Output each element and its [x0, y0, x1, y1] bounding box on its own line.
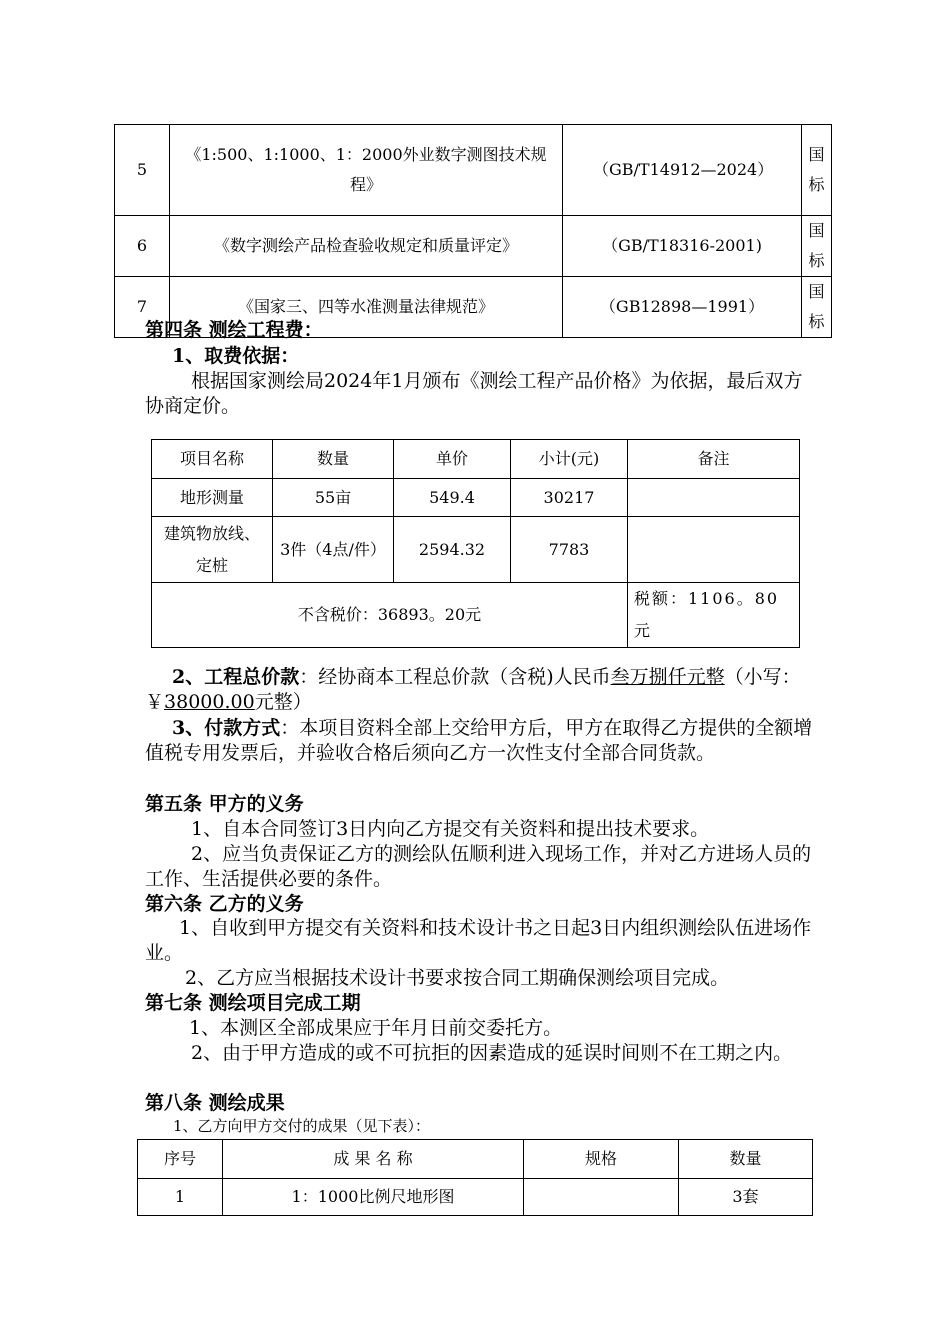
- table-row: [138, 1179, 813, 1216]
- article-6-item-1: 1、自收到甲方提交有关资料和技术设计书之日起3日内组织测绘队伍进场作业。: [145, 917, 812, 964]
- article-8-heading: 第八条 测绘成果: [145, 1092, 285, 1114]
- cell-result-name: 1：1000比例尺地形图: [223, 1179, 524, 1216]
- standards-table: [114, 124, 832, 338]
- article-8-sub: 1、乙方向甲方交付的成果（见下表）：: [173, 1117, 431, 1135]
- article-6-item-2: 2、乙方应当根据技术设计书要求按合同工期确保测绘项目完成。: [185, 967, 730, 989]
- header-spec: 规格: [524, 1140, 679, 1179]
- fee-table: [151, 439, 800, 648]
- cell-subtotal: 7783: [511, 517, 628, 583]
- table-row: [152, 479, 800, 517]
- table-header-row: [152, 440, 800, 479]
- table-row: [115, 125, 832, 216]
- header-item: 项目名称: [152, 440, 273, 479]
- standard-code: （GB/T18316-2001): [563, 216, 802, 277]
- standard-name: 《数字测绘产品检查验收规定和质量评定》: [170, 216, 563, 277]
- article-7-item-2: 2、由于甲方造成的或不可抗拒的因素造成的延误时间则不在工期之内。: [191, 1042, 793, 1064]
- article-5-heading: 第五条 甲方的义务: [145, 793, 304, 815]
- header-remark: 备注: [628, 440, 800, 479]
- table-row: [115, 216, 832, 277]
- payment-label: 3、付款方式: [172, 717, 281, 739]
- cell-subtotal: 30217: [511, 479, 628, 517]
- fee-basis-heading: 1、取费依据：: [172, 345, 300, 367]
- header-quantity: 数量: [273, 440, 394, 479]
- total-price-text: ：经协商本工程总价款（含税)人民币: [299, 666, 611, 688]
- results-table: [137, 1139, 813, 1216]
- header-unit-price: 单价: [394, 440, 511, 479]
- tax-amount: 税额：1106。80元: [628, 583, 800, 648]
- pretax-price: 不含税价：36893。20元: [152, 583, 628, 648]
- cell-item: 建筑物放线、定桩: [152, 517, 273, 583]
- row-number: 5: [115, 125, 170, 216]
- cell-unit-price: 2594.32: [394, 517, 511, 583]
- cell-spec: [524, 1179, 679, 1216]
- standard-code: （GB12898—1991）: [563, 277, 802, 338]
- total-amount-words: 叁万捌仟元整: [610, 666, 725, 688]
- article-4-heading: 第四条 测绘工程费：: [145, 319, 323, 341]
- fee-basis-text: 根据国家测绘局2024年1月颁布《测绘工程产品价格》为依据，最后双方协商定价。: [145, 370, 803, 417]
- cell-seq: 1: [138, 1179, 223, 1216]
- standard-type: 国标: [802, 125, 832, 216]
- article-7-item-1: 1、本测区全部成果应于年月日前交委托方。: [189, 1017, 563, 1039]
- cell-item: 地形测量: [152, 479, 273, 517]
- article-5-item-1: 1、自本合同签订3日内向乙方提交有关资料和提出技术要求。: [191, 818, 710, 840]
- row-number: 7: [115, 277, 170, 338]
- standard-code: （GB/T14912—2024）: [563, 125, 802, 216]
- cell-quantity: 3件（4点/件）: [273, 517, 394, 583]
- table-total-row: [152, 583, 800, 648]
- payment-text: ：本项目资料全部上交给甲方后，甲方在取得乙方提供的全额增值税专用发票后，并验收合格后须向乙方一次性支付全部合同货款。: [145, 717, 813, 764]
- row-number: 6: [115, 216, 170, 277]
- table-row: [152, 517, 800, 583]
- total-price-text-3: 元整）: [254, 691, 312, 713]
- standard-name: 《1:500、1:1000、1：2000外业数字测图技术规程》: [170, 125, 563, 216]
- standard-name: 《国家三、四等水准测量法律规范》: [170, 277, 563, 338]
- header-seq: 序号: [138, 1140, 223, 1179]
- article-7-heading: 第七条 测绘项目完成工期: [145, 992, 361, 1014]
- standard-type: 国标: [802, 277, 832, 338]
- article-5-item-2: 2、应当负责保证乙方的测绘队伍顺利进入现场工作，并对乙方进场人员的工作、生活提供必要的条件。: [145, 843, 812, 890]
- standard-type: 国标: [802, 216, 832, 277]
- total-price-label: 2、工程总价款: [172, 666, 300, 688]
- cell-unit-price: 549.4: [394, 479, 511, 517]
- cell-remark: [628, 517, 800, 583]
- header-quantity: 数量: [679, 1140, 813, 1179]
- header-result-name: 成 果 名 称: [223, 1140, 524, 1179]
- cell-quantity: 3套: [679, 1179, 813, 1216]
- total-price-text-2: （小写：￥: [145, 666, 801, 713]
- total-amount-number: 38000.00: [164, 691, 255, 713]
- total-price-paragraph: [145, 665, 815, 715]
- header-subtotal: 小计(元): [511, 440, 628, 479]
- cell-quantity: 55亩: [273, 479, 394, 517]
- article-6-heading: 第六条 乙方的义务: [145, 893, 304, 915]
- cell-remark: [628, 479, 800, 517]
- table-header-row: [138, 1140, 813, 1179]
- payment-paragraph: [145, 716, 815, 766]
